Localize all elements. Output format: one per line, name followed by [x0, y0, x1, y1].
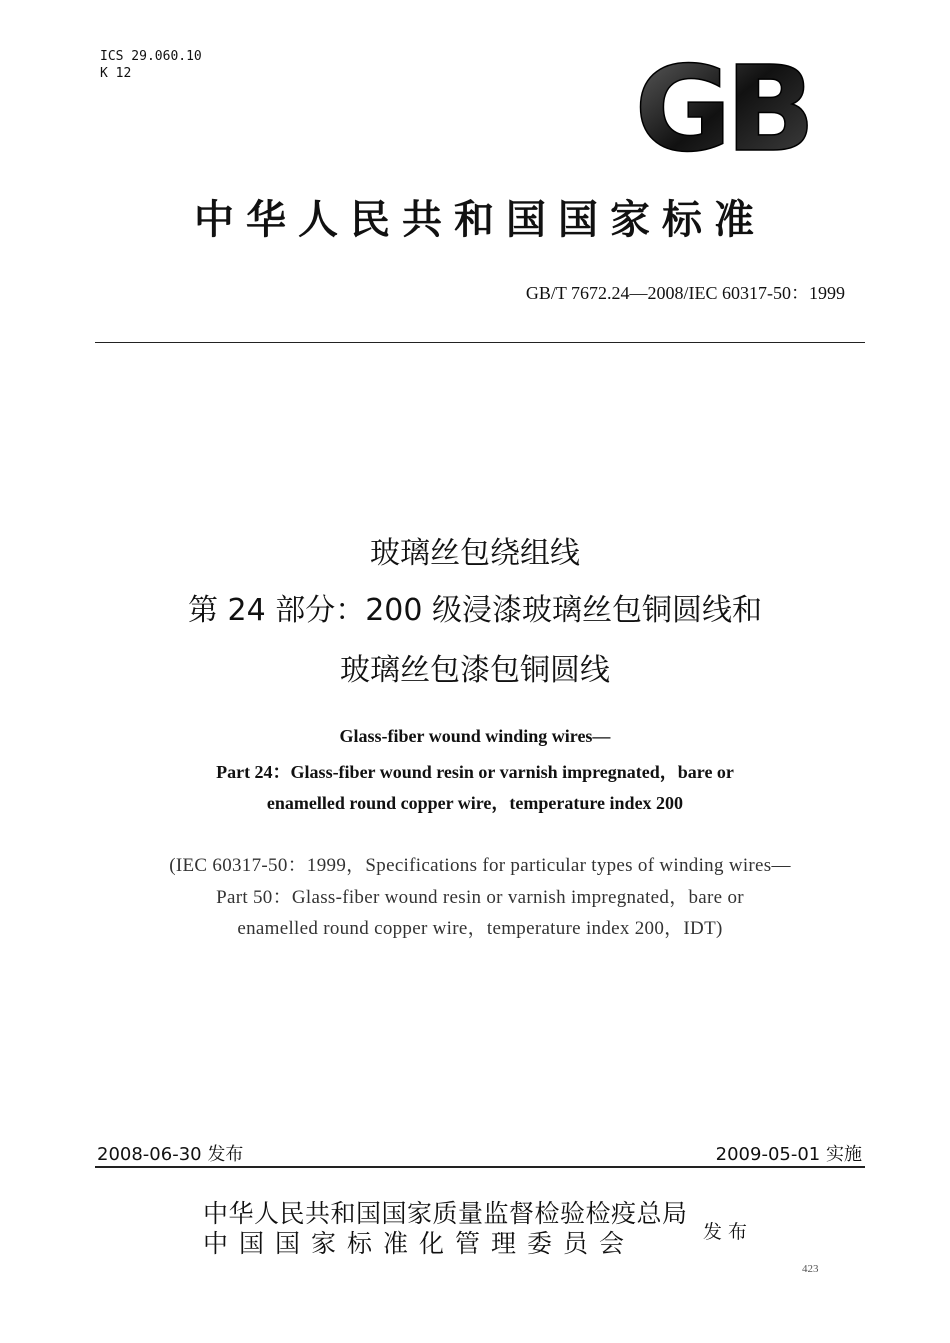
title-cn-line1: 玻璃丝包绕组线: [370, 536, 580, 571]
footer-divider: [95, 1166, 865, 1168]
title-en-line2: Part 24：Glass-fiber wound resin or varnish impregnated，bare or: [216, 762, 734, 782]
page-number: 423: [802, 1263, 819, 1275]
publisher-line1: 中华人民共和国国家质量监督检验检疫总局: [203, 1199, 688, 1228]
publish-label: 发布: [703, 1221, 754, 1243]
title-cn-line2: 第 24 部分：200 级浸漆玻璃丝包铜圆线和: [187, 593, 763, 628]
category-code: K 12: [100, 66, 132, 81]
title-en-line1: Glass-fiber wound winding wires—: [339, 726, 611, 746]
iec-reference-line2: Part 50：Glass-fiber wound resin or varnish impregnated，bare or: [216, 887, 744, 908]
iec-reference-line3: enamelled round copper wire，temperature index 200，IDT): [237, 918, 723, 939]
header-divider: [95, 342, 865, 343]
issue-date: 2008-06-30 发布: [97, 1144, 244, 1165]
ics-code: ICS 29.060.10: [100, 49, 202, 64]
implementation-date: 2009-05-01 实施: [715, 1144, 862, 1165]
standard-title: 中华人民共和国国家标准: [194, 197, 766, 243]
title-cn-line3: 玻璃丝包漆包铜圆线: [340, 653, 610, 688]
publisher-line2: 中国国家标准化管理委员会: [203, 1229, 636, 1258]
ics-classification: [100, 48, 202, 82]
gb-logo-text: GB: [634, 58, 810, 158]
gb-logo-icon: [627, 58, 817, 158]
iec-reference-line1: (IEC 60317-50：1999，Specifications for particular types of winding wires—: [169, 855, 791, 876]
title-en-line3: enamelled round copper wire，temperature index 200: [266, 793, 684, 813]
standard-number: GB/T 7672.24—2008/IEC 60317-50：1999: [525, 283, 845, 303]
